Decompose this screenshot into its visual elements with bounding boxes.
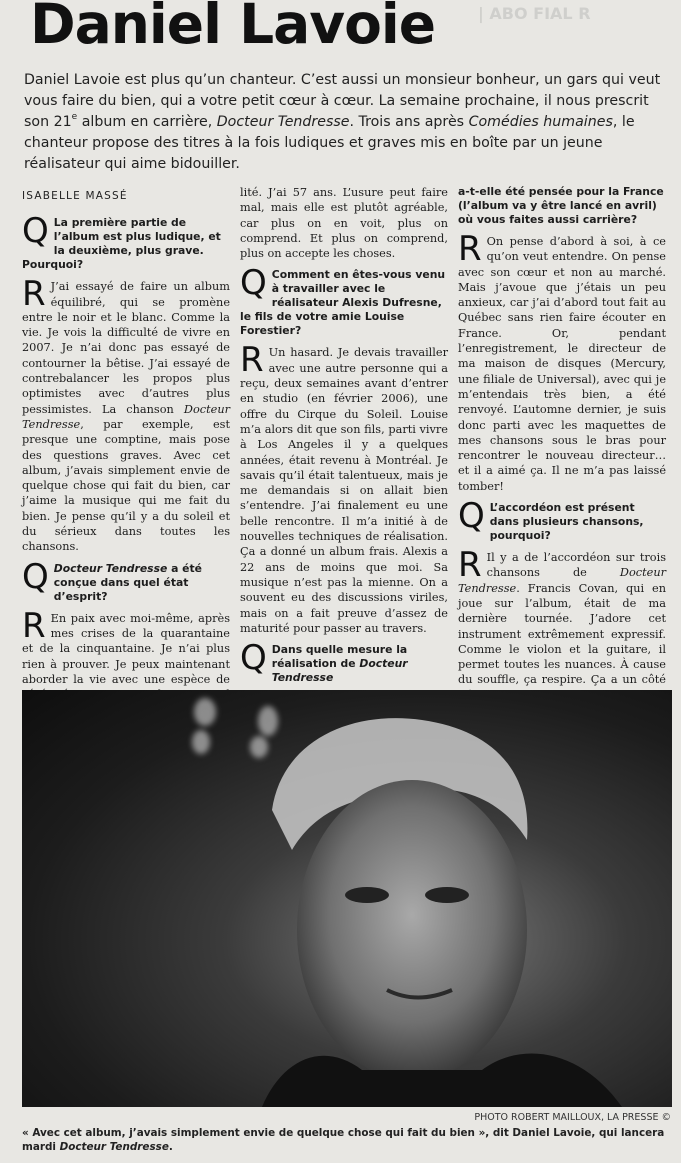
r-marker: R <box>22 605 46 646</box>
photo-caption: « Avec cet album, j’avais simplement envie de quelque chose qui fait du bien », dit Daniel Lavoie, qui lancera mardi Docteur Tendresse. <box>22 1127 665 1153</box>
column-3 <box>458 185 666 687</box>
column-1 <box>22 185 230 686</box>
q-marker: Q <box>22 211 49 252</box>
question: Q Docteur Tendresse a été conçue dans quel état d’esprit? <box>22 556 202 603</box>
question: Q L’accordéon est présent dans plusieurs chansons, pourquoi? <box>458 496 644 543</box>
r-marker: R <box>22 274 46 315</box>
answer: R En paix avec moi-même, après mes crises de la quarantaine et de la cinquantaine. Je n’ai plus rien à prouver. Je peux maintenant aborder la vie avec une espèce de <box>22 605 230 686</box>
question: Q Comment en êtes-vous venu à travailler avec le réalisateur Alexis Dufresne, le fils de votre amie Louise Forestier? <box>240 263 446 338</box>
article-lede: Daniel Lavoie est plus qu’un chanteur. C’est aussi un monsieur bonheur, un gars qui veut vous faire du bien, qui a votre petit cœur à cœur. La semaine prochaine, il nous prescrit son 21e album en carrière, Docteur Tendresse. Trois ans après Comédies humaines, le chanteur propose des titres à la fois ludiques et graves mis en boîte par un jeune réalisateur qui aime bidouiller. <box>24 72 661 172</box>
article-columns <box>22 185 666 687</box>
portrait-silhouette <box>22 690 672 1107</box>
r-marker: R <box>458 545 482 586</box>
adjacent-page-header: | ABO FIAL R <box>478 4 591 23</box>
q-marker: Q <box>240 263 267 304</box>
portrait-photo <box>22 690 672 1107</box>
question: Q Dans quelle mesure la réalisation de Docteur Tendresse <box>240 638 408 685</box>
r-marker: R <box>240 340 264 381</box>
r-marker: R <box>458 229 482 269</box>
byline: ISABELLE MASSÉ <box>22 190 128 202</box>
photo-credit: PHOTO ROBERT MAILLOUX, LA PRESSE © <box>474 1112 671 1123</box>
q-marker: Q <box>458 496 485 537</box>
column-2 <box>240 185 448 683</box>
answer: R On pense d’abord à soi, à ce qu’on veut entendre. On pense avec son cœur et non au marché. Mais j’avoue que j’étais un peu anxieux, car j’ai d’abord tout fait au Québec sans rien faire écouter en France. Or, pendant l’enregistrement, le directeur de ma maison de disques (Mercury, une filiale de Universal), avec qui je m’entendais très bien, a été renvoyé. L’automne dernier, je suis donc parti avec les maquettes de mes chansons sous le bras pour rencontrer le nouveau directeur… et il a aimé ça. Il ne m’a pas laissé tomber! <box>458 229 666 493</box>
article-title: Daniel Lavoie <box>30 0 436 56</box>
question-continued: a-t-elle été pensée pour la France (l’album va y être lancé en avril) où vous faites aussi carrière? <box>458 185 664 226</box>
q-marker: Q <box>240 638 267 679</box>
q-marker: Q <box>22 556 49 597</box>
answer-continued: lité. J’ai 57 ans. L’usure peut faire mal, mais elle est plutôt agréable, car plus on en voit, plus on comprend. Et plus on comprend, plus on accepte les choses. <box>240 186 448 261</box>
answer: R Il y a de l’accordéon sur trois chansons de Docteur Tendresse. Francis Covan, qui en joue sur l’album, était de ma dernière tournée. J’adore cet instrument extrêmement expressif. Comme le violon et la guitare, il permet toutes les nuances. À cause du souffle, ça respire. Ça a un côté <box>458 545 666 687</box>
answer: R Un hasard. Je devais travailler avec une autre personne qui a reçu, deux semaines avant d’entrer en studio (en février 2006), une offre du Cirque du Soleil. Louise m’a alors dit que son fils, parti vivre à Los Angeles il y a quelques années, était revenu à Montréal. Je savais qu’il était talentueux, mais je me demandais si on allait bien s’entendre. J’ai finalement eu une belle rencontre. Il m’a initié à de nouvelles techniques de réalisation. Ça a donné un album frais. Alexis a 22 ans de moins que moi. Sa musique n’est pas la mienne. On a souvent eu des discussions viriles, mais on a fait preuve d’assez de maturité pour passer au travers. <box>240 340 448 635</box>
answer: R J’ai essayé de faire un album équilibré, qui se promène entre le noir et le blanc. Comme la vie. Je vois la difficulté de vivre en 2007. Je n’ai donc pas essayé de contourner la bêtise. J’ai essayé de contrebalancer les propos plus optimistes avec d’autres plus pessimistes. La chanson Docteur Tendresse, par exemple, est presque une comptine, mais pose des questions graves. Avec cet album, j’avais simplement envie de quelque chose qui fait du bien, car j’aime la musique qui me fait du bien. Je pense qu’il y a du soleil et du sérieux dans toutes les chansons. <box>22 274 230 554</box>
question: Q La première partie de l’album est plus ludique, et la deuxième, plus grave. Pourquoi? <box>22 211 221 272</box>
